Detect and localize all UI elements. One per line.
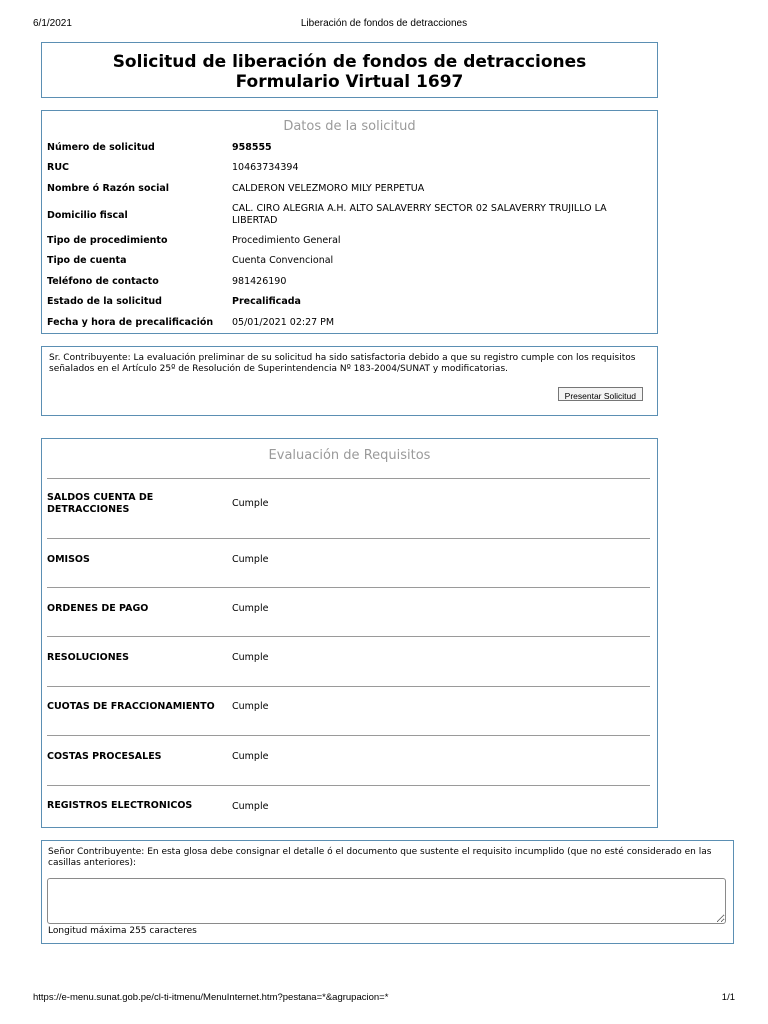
form-subtitle: Formulario Virtual 1697 — [235, 72, 464, 92]
datos-section-title: Datos de la solicitud — [283, 119, 416, 134]
row-value: Cuenta Convencional — [232, 255, 334, 266]
row-value: 05/01/2021 02:27 PM — [232, 317, 335, 328]
requisito-value: Cumple — [232, 603, 269, 614]
row-label: RUC — [47, 162, 70, 173]
print-url: https://e-menu.sunat.gob.pe/cl-ti-itmenu/MenuInternet.htm?pestana=*&agrupacion=* — [33, 992, 389, 1003]
requisito-value: Cumple — [232, 751, 269, 762]
datos-solicitud-panel — [41, 110, 658, 334]
print-date: 6/1/2021 — [33, 18, 72, 29]
requisito-value: Cumple — [232, 701, 269, 712]
row-value: CALDERON VELEZMORO MILY PERPETUA — [232, 183, 425, 194]
print-footer — [33, 992, 735, 1006]
glosa-length-hint: Longitud máxima 255 caracteres — [48, 926, 197, 936]
row-numero-solicitud — [42, 139, 657, 159]
print-page-number: 1/1 — [721, 992, 735, 1003]
row-value: Procedimiento General — [232, 235, 341, 246]
row-razon-social — [42, 179, 657, 200]
row-label: Tipo de procedimiento — [47, 235, 168, 246]
requisito-label: SALDOS CUENTA DE DETRACCIONES — [47, 492, 154, 515]
requisito-row-saldos — [42, 479, 657, 528]
row-telefono — [42, 272, 657, 292]
requisito-row-registros — [42, 786, 657, 835]
requisito-label: OMISOS — [47, 554, 90, 565]
requisito-label: COSTAS PROCESALES — [47, 751, 162, 762]
glosa-textarea[interactable] — [47, 878, 726, 924]
form-title: Solicitud de liberación de fondos de detracciones — [112, 52, 587, 72]
row-label: Número de solicitud — [47, 142, 155, 153]
requisito-row-costas — [42, 736, 657, 785]
requisito-value: Cumple — [232, 554, 269, 565]
requisito-value: Cumple — [232, 498, 269, 509]
row-tipo-cuenta — [42, 251, 657, 272]
row-label: Teléfono de contacto — [47, 276, 159, 287]
requisito-row-resoluciones — [42, 637, 657, 686]
form-title-box — [41, 42, 658, 98]
row-value: CAL. CIRO ALEGRIA A.H. ALTO SALAVERRY SECTOR 02 SALAVERRY TRUJILLO LA LIBERTAD — [232, 203, 607, 226]
row-domicilio-fiscal — [42, 200, 657, 231]
row-label: Tipo de cuenta — [47, 255, 127, 266]
row-value: 10463734394 — [232, 162, 299, 173]
evaluacion-requisitos-panel — [41, 438, 658, 828]
row-value: 981426190 — [232, 276, 287, 287]
print-header — [33, 18, 735, 32]
requisito-label: REGISTROS ELECTRONICOS — [47, 800, 193, 811]
requisito-label: ORDENES DE PAGO — [47, 603, 149, 614]
row-value: 958555 — [232, 142, 272, 153]
evaluacion-section-title: Evaluación de Requisitos — [268, 448, 431, 463]
row-label: Nombre ó Razón social — [47, 183, 170, 194]
requisito-row-omisos — [42, 539, 657, 588]
row-label: Domicilio fiscal — [47, 210, 128, 221]
row-label: Fecha y hora de precalificación — [47, 317, 214, 328]
row-estado — [42, 292, 657, 312]
glosa-instructions: Señor Contribuyente: En esta glosa debe consignar el detalle ó el documento que sustente el requisito incumplido (que no esté considerado en las casillas anteriores): — [48, 847, 712, 868]
glosa-panel — [41, 840, 734, 944]
print-page-title: Liberación de fondos de detracciones — [300, 18, 468, 29]
requisito-row-ordenes-pago — [42, 588, 657, 637]
status-badge: Precalificada — [232, 296, 301, 307]
row-tipo-procedimiento — [42, 231, 657, 251]
requisito-label: CUOTAS DE FRACCIONAMIENTO — [47, 701, 215, 712]
mensaje-text: Sr. Contribuyente: La evaluación preliminar de su solicitud ha sido satisfactoria debido a que su registro cumple con los requisitos señalados en el Artículo 25º de Resolución de Superintendencia Nº 183-2004/SUNAT y modificatorias. — [49, 353, 636, 374]
row-fecha-precalificacion — [42, 312, 657, 332]
mensaje-panel — [41, 346, 658, 416]
row-label: Estado de la solicitud — [47, 296, 162, 307]
requisito-value: Cumple — [232, 652, 269, 663]
requisito-row-cuotas — [42, 687, 657, 736]
requisito-label: RESOLUCIONES — [47, 652, 130, 663]
row-ruc — [42, 159, 657, 179]
requisito-value: Cumple — [232, 801, 269, 812]
presentar-solicitud-button[interactable]: Presentar Solicitud — [558, 387, 643, 401]
